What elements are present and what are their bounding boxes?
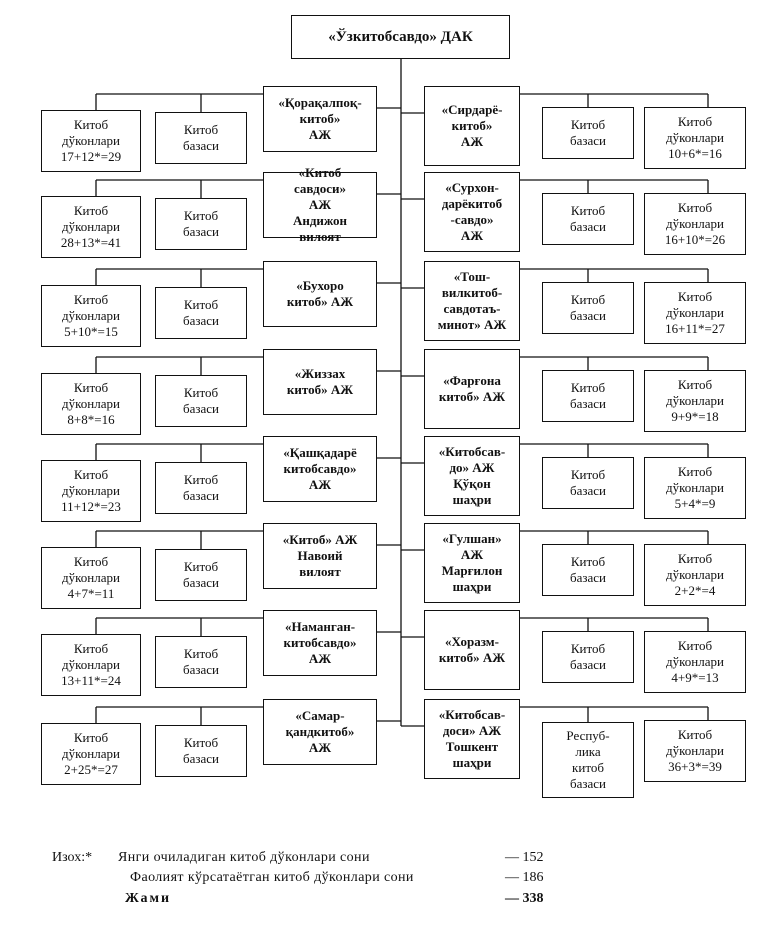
right-org-box: «Гулшан» АЖ Марғилон шаҳри xyxy=(424,523,520,603)
right-base-box: Китоб базаси xyxy=(542,107,634,159)
left-shops-box: Китоб дўконлари 17+12*=29 xyxy=(41,110,141,172)
right-shops-box: Китоб дўконлари 16+11*=27 xyxy=(644,282,746,344)
left-base-box: Китоб базаси xyxy=(155,287,247,339)
left-org-box: «Самар- қандкитоб» АЖ xyxy=(263,699,377,765)
left-shops-box: Китоб дўконлари 5+10*=15 xyxy=(41,285,141,347)
left-shops-box: Китоб дўконлари 4+7*=11 xyxy=(41,547,141,609)
left-org-box: «Қашқадарё китобсавдо» АЖ xyxy=(263,436,377,502)
legend-note-label: Изох:* xyxy=(52,850,93,865)
left-shops-box: Китоб дўконлари 13+11*=24 xyxy=(41,634,141,696)
left-shops-box: Китоб дўконлари 8+8*=16 xyxy=(41,373,141,435)
left-shops-box: Китоб дўконлари 11+12*=23 xyxy=(41,460,141,522)
left-base-box: Китоб базаси xyxy=(155,725,247,777)
left-org-box: «Китоб» АЖ Навоий вилоят xyxy=(263,523,377,589)
left-org-box: «Китоб савдоси» АЖ Андижон вилоят xyxy=(263,172,377,238)
right-shops-box: Китоб дўконлари 5+4*=9 xyxy=(644,457,746,519)
right-shops-box: Китоб дўконлари 16+10*=26 xyxy=(644,193,746,255)
right-base-box: Китоб базаси xyxy=(542,282,634,334)
legend-total-value: — 338 xyxy=(505,891,544,906)
left-org-box: «Бухоро китоб» АЖ xyxy=(263,261,377,327)
left-base-box: Китоб базаси xyxy=(155,636,247,688)
right-shops-box: Китоб дўконлари 2+2*=4 xyxy=(644,544,746,606)
right-org-box: «Китобсав- до» АЖ Қўқон шаҳри xyxy=(424,436,520,516)
root-box: «Ўзкитобсавдо» ДАК xyxy=(291,15,510,59)
legend-new-label: Янги очиладиган китоб дўконлари сони xyxy=(118,850,370,865)
left-base-box: Китоб базаси xyxy=(155,549,247,601)
legend-total-label: Жами xyxy=(125,891,172,906)
legend-active-value: — 186 xyxy=(505,870,544,885)
right-base-box: Китоб базаси xyxy=(542,457,634,509)
legend xyxy=(0,840,764,940)
left-shops-box: Китоб дўконлари 2+25*=27 xyxy=(41,723,141,785)
right-base-box: Китоб базаси xyxy=(542,631,634,683)
right-org-box: «Хоразм- китоб» АЖ xyxy=(424,610,520,690)
right-org-box: «Фарғона китоб» АЖ xyxy=(424,349,520,429)
right-shops-box: Китоб дўконлари 36+3*=39 xyxy=(644,720,746,782)
right-base-box: Китоб базаси xyxy=(542,544,634,596)
left-org-box: «Жиззах китоб» АЖ xyxy=(263,349,377,415)
legend-active-label: Фаолият кўрсатаётган китоб дўконлари сони xyxy=(130,870,414,885)
right-shops-box: Китоб дўконлари 4+9*=13 xyxy=(644,631,746,693)
right-org-box: «Сурхон- дарёкитоб -савдо» АЖ xyxy=(424,172,520,252)
left-shops-box: Китоб дўконлари 28+13*=41 xyxy=(41,196,141,258)
right-shops-box: Китоб дўконлари 9+9*=18 xyxy=(644,370,746,432)
right-org-box: «Сирдарё- китоб» АЖ xyxy=(424,86,520,166)
right-base-box: Респуб- лика китоб базаси xyxy=(542,722,634,798)
right-shops-box: Китоб дўконлари 10+6*=16 xyxy=(644,107,746,169)
left-base-box: Китоб базаси xyxy=(155,112,247,164)
right-base-box: Китоб базаси xyxy=(542,370,634,422)
left-base-box: Китоб базаси xyxy=(155,462,247,514)
left-org-box: «Наманган- китобсавдо» АЖ xyxy=(263,610,377,676)
legend-new-value: — 152 xyxy=(505,850,544,865)
left-base-box: Китоб базаси xyxy=(155,375,247,427)
left-base-box: Китоб базаси xyxy=(155,198,247,250)
right-org-box: «Тош- вилкитоб- савдотаъ- минот» АЖ xyxy=(424,261,520,341)
left-org-box: «Қорақалпоқ- китоб» АЖ xyxy=(263,86,377,152)
right-org-box: «Китобсав- доси» АЖ Тошкент шаҳри xyxy=(424,699,520,779)
right-base-box: Китоб базаси xyxy=(542,193,634,245)
